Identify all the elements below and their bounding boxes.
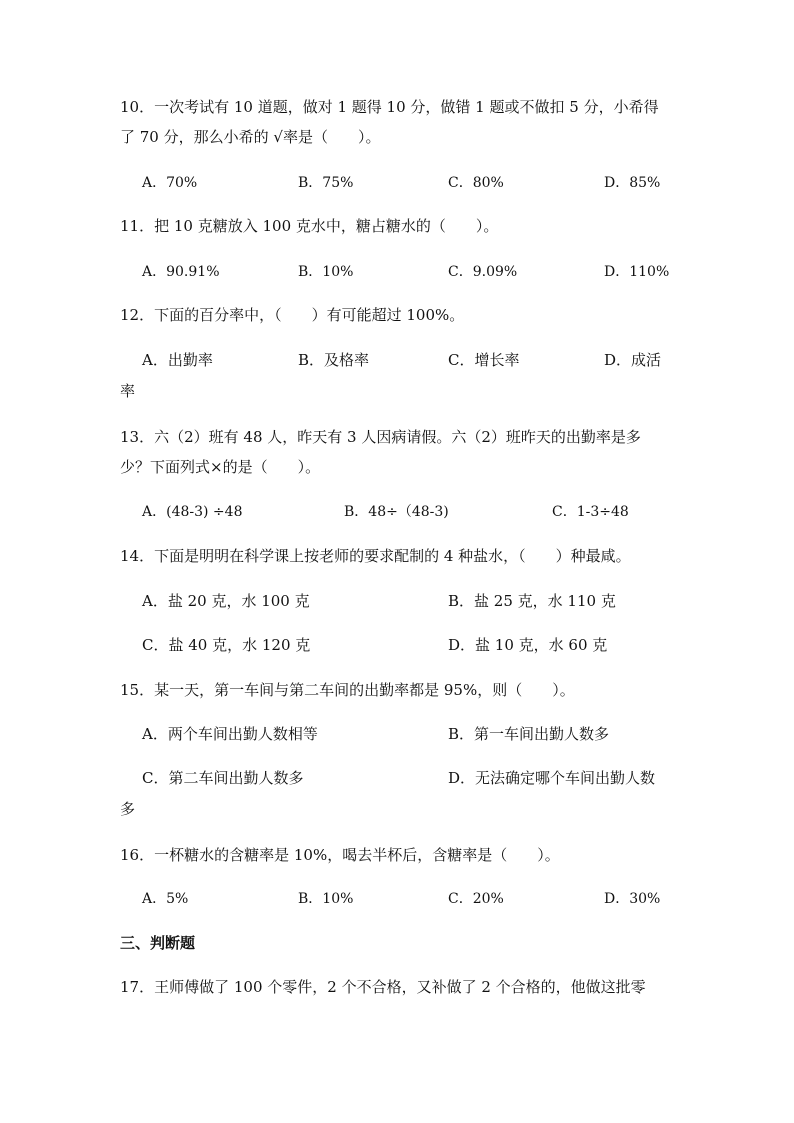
question-14-option-c: C．盐 40 克，水 120 克 xyxy=(142,636,311,654)
question-13-option-a: A．(48-3) ÷48 xyxy=(142,504,243,520)
question-10-option-b: B．75% xyxy=(298,175,354,191)
section-heading: 三、判断题 xyxy=(120,934,196,952)
question-10-option-c: C．80% xyxy=(448,175,504,191)
question-15-option-a: A．两个车间出勤人数相等 xyxy=(142,725,318,743)
question-16-option-a: A．5% xyxy=(142,891,189,907)
question-11-option-b: B．10% xyxy=(298,264,354,280)
question-13-line-2: 少？下面列式×的是（ ）。 xyxy=(120,458,321,476)
question-14-line-1: 14．下面是明明在科学课上按老师的要求配制的 4 种盐水，（ ）种最咸。 xyxy=(120,547,631,565)
question-11-option-c: C．9.09% xyxy=(448,264,518,280)
question-12-option-a: A．出勤率 xyxy=(142,351,213,369)
question-10-option-a: A．70% xyxy=(142,175,198,191)
question-13-line-1: 13．六（2）班有 48 人，昨天有 3 人因病请假。六（2）班昨天的出勤率是多 xyxy=(120,428,641,446)
question-15-option-c: C．第二车间出勤人数多 xyxy=(142,769,304,787)
question-12-option-d: D．成活 xyxy=(604,351,662,369)
question-11-line-1: 11．把 10 克糖放入 100 克水中，糖占糖水的（ ）。 xyxy=(120,217,499,235)
question-10-option-d: D．85% xyxy=(604,175,661,191)
question-10-line-2: 了 70 分，那么小希的 √率是（ ）。 xyxy=(120,128,381,146)
question-16-option-b: B．10% xyxy=(298,891,354,907)
question-11-option-d: D．110% xyxy=(604,264,670,280)
question-11-option-a: A．90.91% xyxy=(142,264,220,280)
question-13-option-c: C．1-3÷48 xyxy=(552,504,629,520)
question-12-option-c: C．增长率 xyxy=(448,351,520,369)
question-12-option-b: B．及格率 xyxy=(298,351,370,369)
question-12-line-1: 12．下面的百分率中，（ ）有可能超过 100%。 xyxy=(120,306,465,324)
question-16-option-d: D．30% xyxy=(604,891,661,907)
question-15-line-1: 15．某一天，第一车间与第二车间的出勤率都是 95%，则（ ）。 xyxy=(120,681,575,699)
question-15-option-d: D．无法确定哪个车间出勤人数 xyxy=(448,769,656,787)
question-15-option-b: B．第一车间出勤人数多 xyxy=(448,725,610,743)
question-17-line-1: 17．王师傅做了 100 个零件，2 个不合格，又补做了 2 个合格的，他做这批零 xyxy=(120,978,646,996)
question-13-option-b: B．48÷（48-3) xyxy=(344,504,449,520)
question-10-line-1: 10．一次考试有 10 道题，做对 1 题得 10 分，做错 1 题或不做扣 5 分，小希得 xyxy=(120,98,659,116)
question-14-option-d: D．盐 10 克，水 60 克 xyxy=(448,636,608,654)
question-16-option-c: C．20% xyxy=(448,891,504,907)
question-12-wrap: 率 xyxy=(120,382,136,400)
question-14-option-b: B．盐 25 克，水 110 克 xyxy=(448,592,616,610)
question-16-line-1: 16．一杯糖水的含糖率是 10%，喝去半杯后，含糖率是（ ）。 xyxy=(120,846,560,864)
question-14-option-a: A．盐 20 克，水 100 克 xyxy=(142,592,310,610)
question-15-wrap: 多 xyxy=(120,800,136,818)
